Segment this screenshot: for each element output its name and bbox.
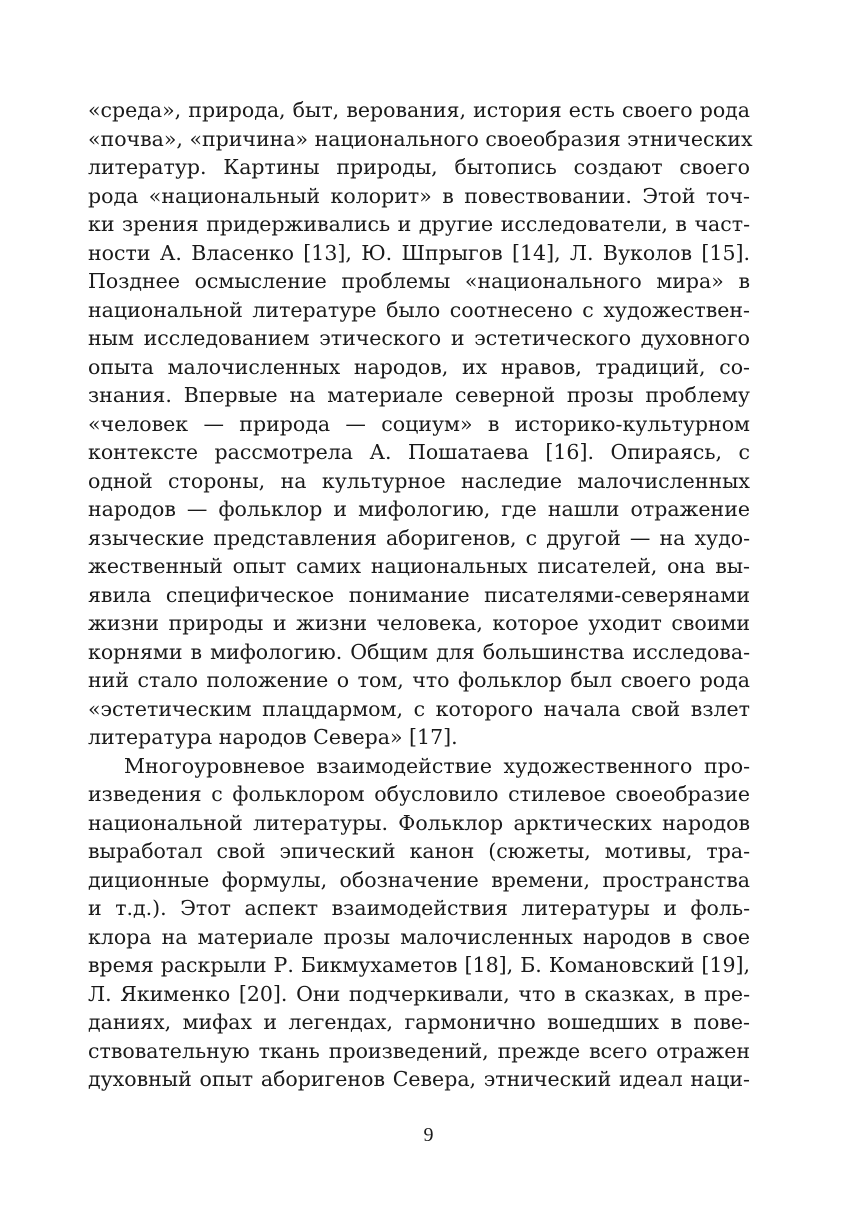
text-line: опыта малочисленных народов, их нравов, традиций, со- <box>88 354 750 379</box>
text-line: корнями в мифологию. Общим для большинства исследова- <box>88 639 750 664</box>
text-line: духовный опыт аборигенов Севера, этнический идеал наци- <box>88 1067 750 1091</box>
text-line: Л. Якименко [20]. Они подчеркивали, что в сказках, в пре- <box>88 981 750 1006</box>
text-line: одной стороны, на культурное наследие малочисленных <box>88 468 750 493</box>
text-line: ствовательную ткань произведений, прежде всего отражен <box>88 1038 750 1063</box>
text-line: ным исследованием этического и эстетического духовного <box>88 326 750 350</box>
text-line: рода «национальный колорит» в повествовании. Этой точ- <box>88 183 750 208</box>
text-line: ний стало положение о том, что фольклор был своего рода <box>88 668 750 692</box>
text-line: выработал свой эпический канон (сюжеты, мотивы, тра- <box>88 839 750 863</box>
text-line: литератур. Картины природы, бытопись создают своего <box>88 155 750 179</box>
text-line: контексте рассмотрела А. Пошатаева [16]. Опираясь, с <box>88 440 750 464</box>
text-line: «эстетическим плацдармом, с которого начала свой взлет <box>88 696 750 721</box>
text-line: даниях, мифах и легендах, гармонично вошедших в пове- <box>88 1010 750 1034</box>
paragraph-2 <box>88 752 750 1094</box>
text-line: литература народов Севера» [17]. <box>88 725 458 749</box>
text-line: национальной литературе было соотнесено с художествен- <box>88 297 750 322</box>
text-line: Позднее осмысление проблемы «национального мира» в <box>88 269 750 293</box>
text-line: знания. Впервые на материале северной прозы проблему <box>88 383 750 407</box>
text-line: ки зрения придерживались и другие исследователи, в част- <box>88 212 750 236</box>
text-line: национальной литературы. Фольклор арктических народов <box>88 810 750 835</box>
text-line: народов — фольклор и мифологию, где нашли отражение <box>88 497 750 521</box>
text-line: языческие представления аборигенов, с другой — на худо- <box>88 525 750 550</box>
paragraph-1 <box>88 96 753 752</box>
text-line: «почва», «причина» национального своеобразия этнических <box>88 126 753 151</box>
text-line: и т.д.). Этот аспект взаимодействия литературы и фоль- <box>88 896 750 920</box>
text-line: «среда», природа, быт, верования, история есть своего рода <box>88 98 750 122</box>
text-line: Многоуровневое взаимодействие художественного про- <box>124 753 750 778</box>
text-line: явила специфическое понимание писателями-северянами <box>88 582 750 607</box>
page-body <box>88 96 753 1211</box>
text-line: клора на материале прозы малочисленных народов в свое <box>88 924 750 949</box>
text-line: диционные формулы, обозначение времени, пространства <box>88 867 750 892</box>
page-number: 9 <box>423 1124 434 1146</box>
text-line: ности А. Власенко [13], Ю. Шпрыгов [14], Л. Вуколов [15]. <box>88 240 750 265</box>
text-line: изведения с фольклором обусловило стилевое своеобразие <box>88 782 750 806</box>
text-line: время раскрыли Р. Бикмухаметов [18], Б. Комановский [19], <box>88 953 750 977</box>
text-line: «человек — природа — социум» в историко-культурном <box>88 411 750 436</box>
text-line: жественный опыт самих национальных писателей, она вы- <box>88 554 750 578</box>
text-line: жизни природы и жизни человека, которое уходит своими <box>88 611 750 635</box>
